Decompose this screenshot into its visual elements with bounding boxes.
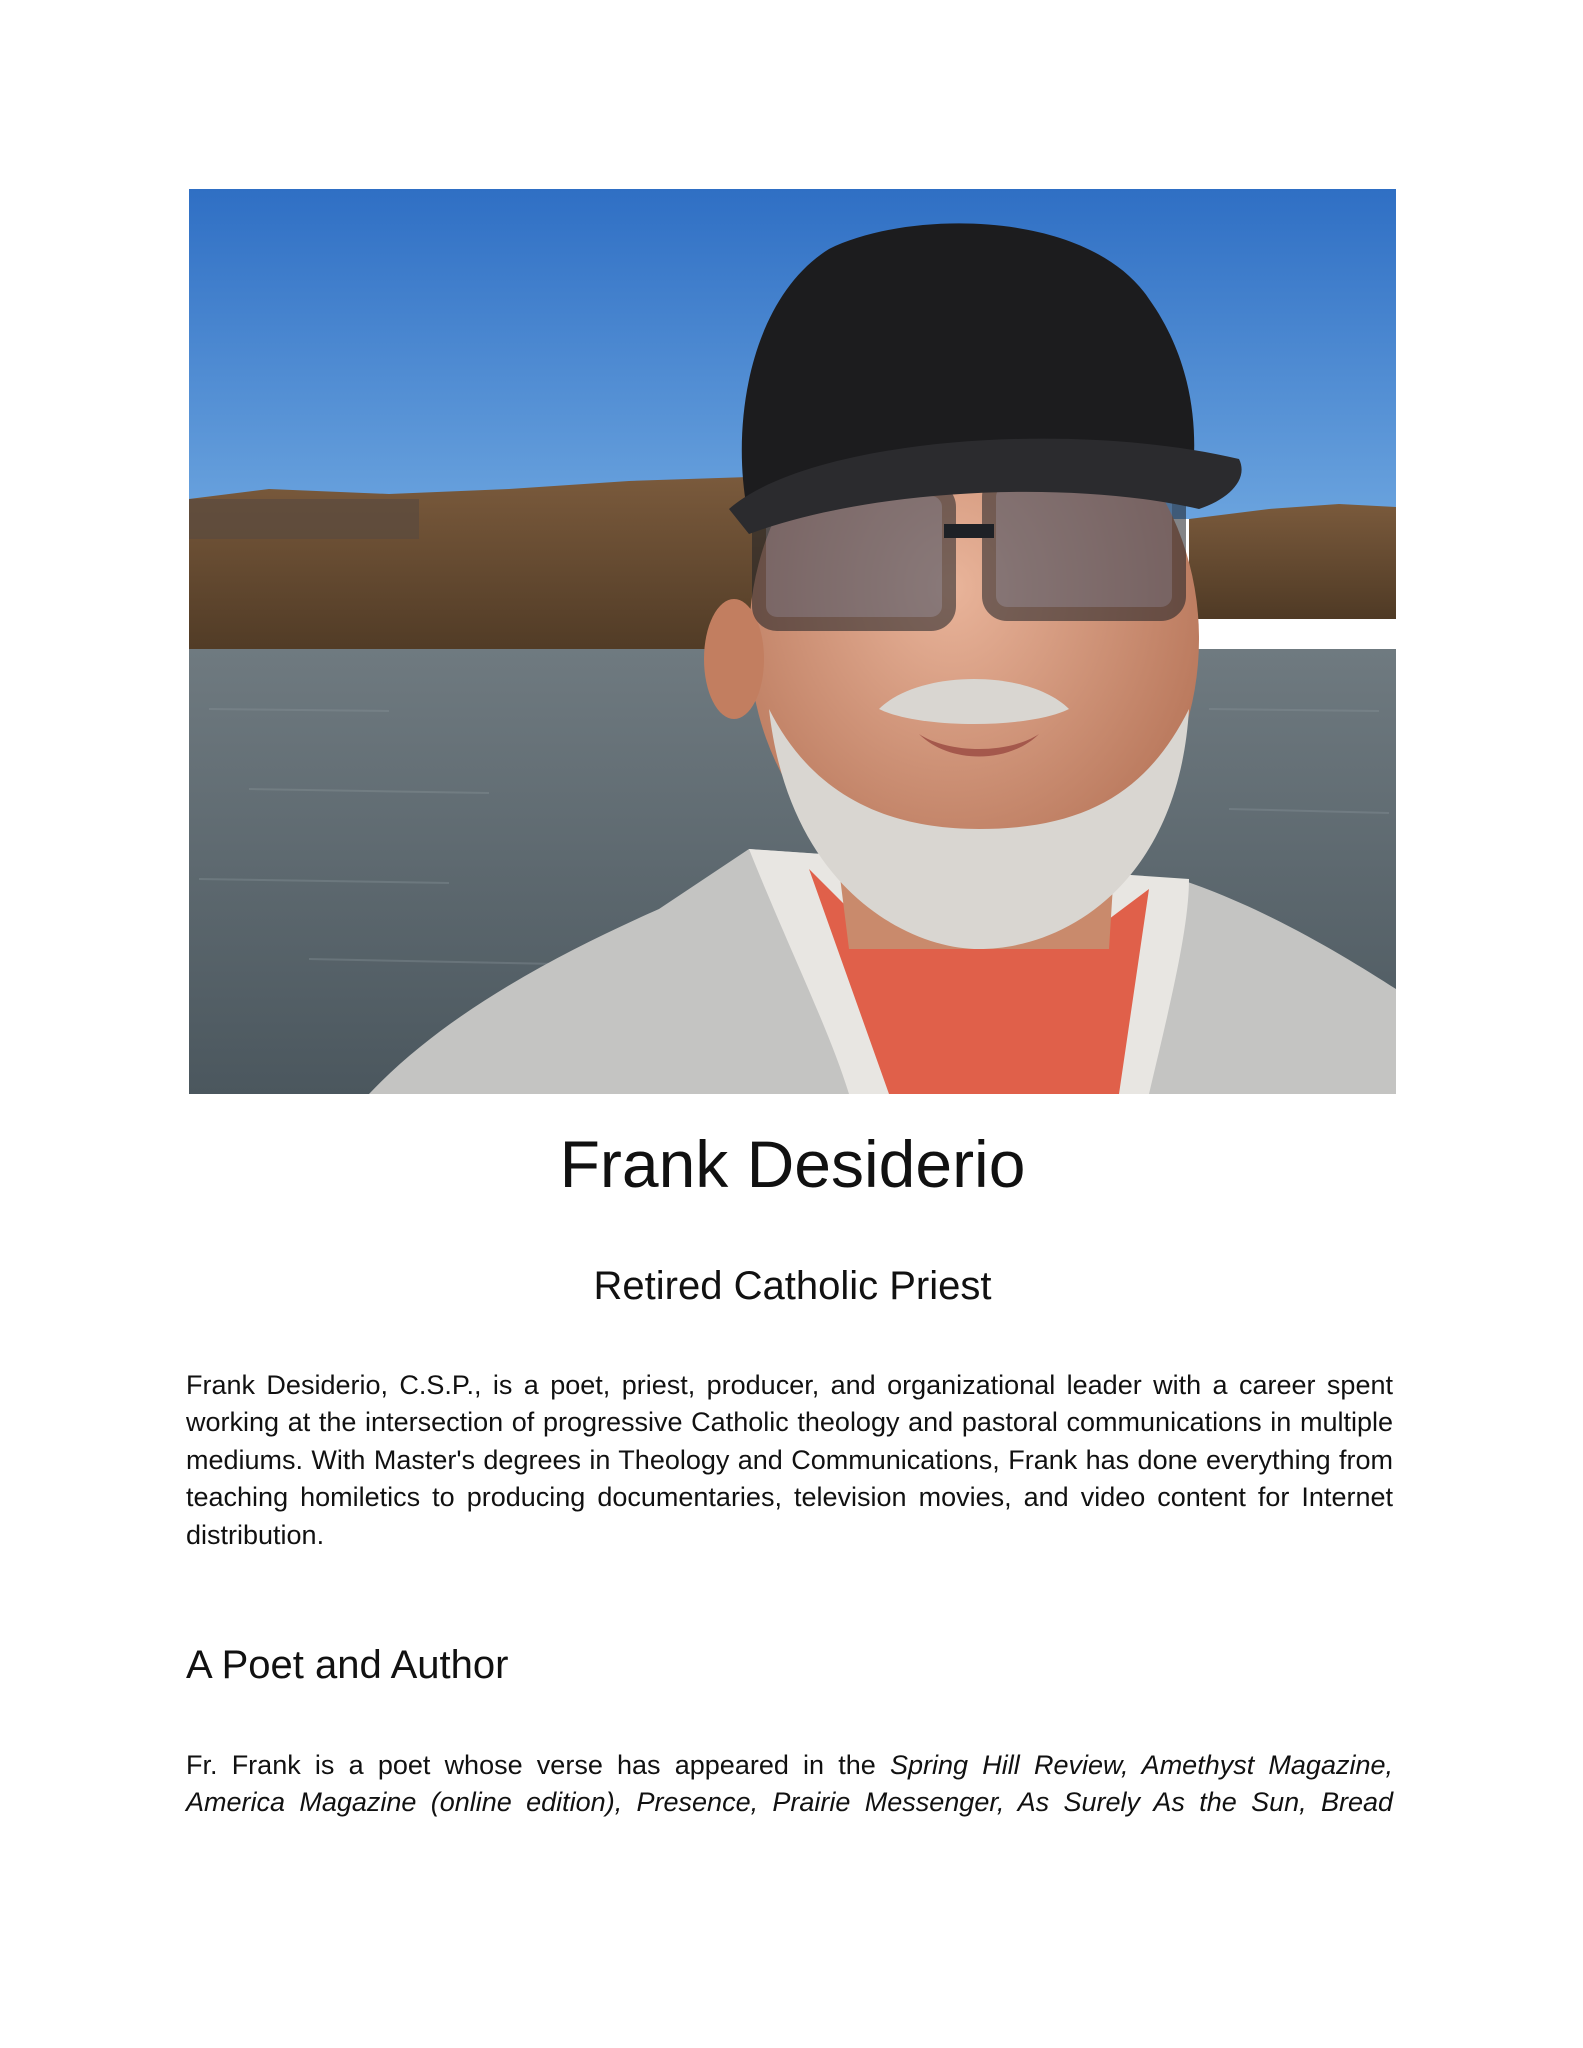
subtitle-role: Retired Catholic Priest — [593, 1264, 992, 1308]
profile-photo-illustration — [189, 189, 1396, 1094]
publications-list: Spring Hill Review, Amethyst Magazine, America Magazine (online edition), Presence, Prairie Messenger, As Surely As the Sun, Bread — [186, 1750, 1393, 1818]
page-title: Frank Desiderio — [559, 1127, 1026, 1201]
bio-paragraph: Frank Desiderio, C.S.P., is a poet, priest, producer, and organizational leader with a career spent working at the intersection of progressive Catholic theology and pastoral communications in multiple mediums. With Master's degrees in Theology and Communications, Frank has done everything from teaching homiletics to producing documentaries, television movies, and video content for Internet distribution. — [186, 1370, 1393, 1550]
section-heading-poet: A Poet and Author — [186, 1643, 509, 1687]
profile-photo — [189, 189, 1396, 1094]
poet-intro-text: Fr. Frank is a poet whose verse has appeared in the — [186, 1750, 891, 1780]
poet-paragraph — [186, 1747, 1393, 1822]
